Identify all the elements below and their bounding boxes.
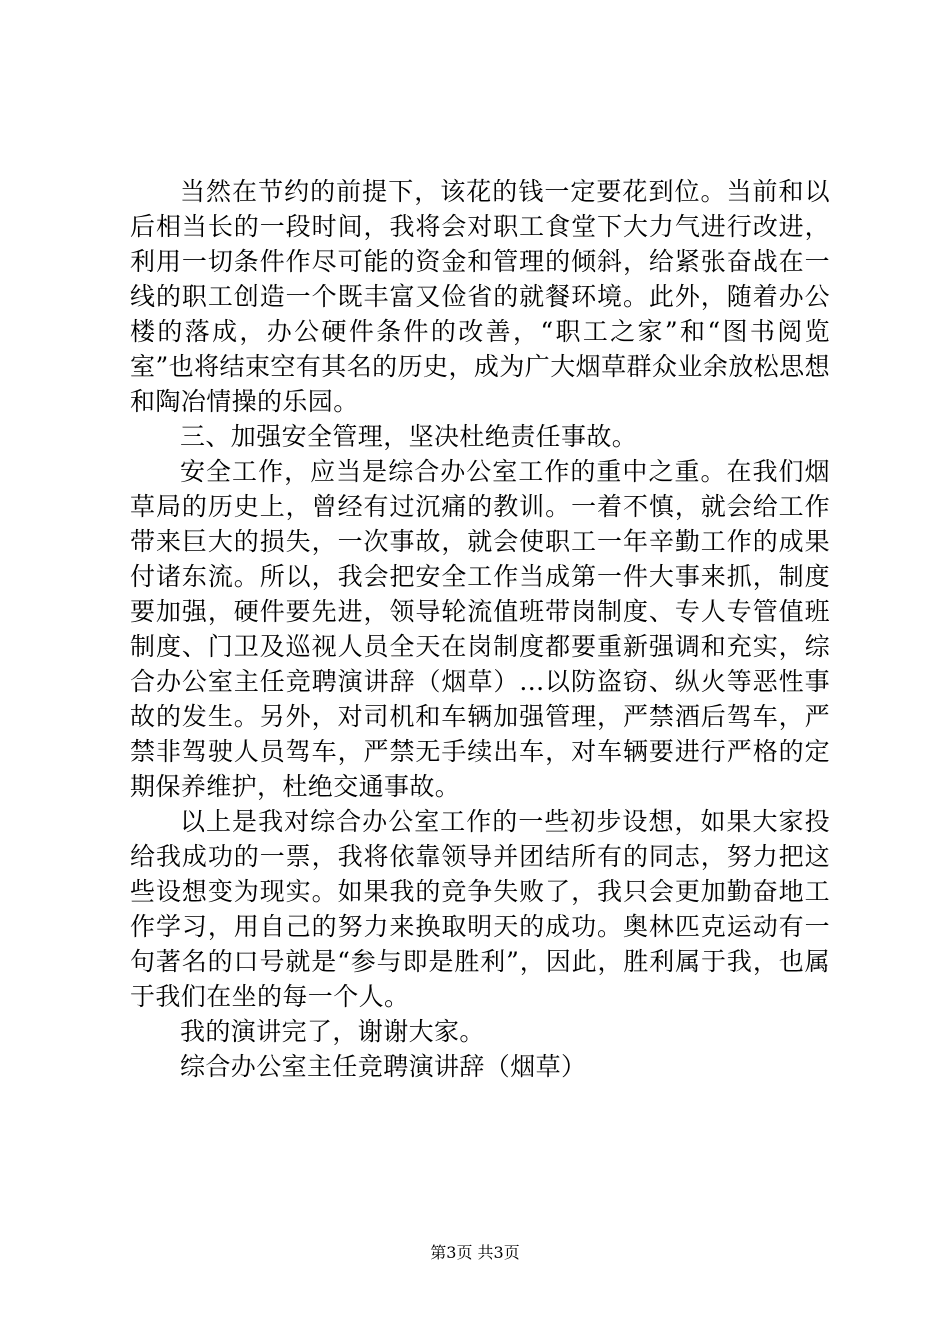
- paragraph-thanks: 我的演讲完了，谢谢大家。: [180, 1017, 485, 1046]
- paragraph-canteen-improvement: 当然在节约的前提下，该花的钱一定要花到位。当前和以后相当长的一段时间，我将会对职工食堂下大力气进行改进，利用一切条件作尽可能的资金和管理的倾斜，给紧张奋战在一线的职工创造一个既丰富又俭省的就餐环境。此外，随着办公楼的落成，办公硬件条件的改善，“职工之家”和“图书阅览室”也将结束空有其名的历史，成为广大烟草群众业余放松思想和陶冶情操的乐园。: [130, 177, 830, 416]
- page-number-footer: 第3页 共3页: [430, 1243, 520, 1262]
- paragraph-safety-work: 安全工作，应当是综合办公室工作的重中之重。在我们烟草局的历史上，曾经有过沉痛的教训。一着不慎，就会给工作带来巨大的损失，一次事故，就会使职工一年辛勤工作的成果付诸东流。所以，我会把安全工作当成第一件大事来抓，制度要加强，硬件要先进，领导轮流值班带岗制度、专人专管值班制度、门卫及巡视人员全天在岗制度都要重新强调和充实，综合办公室主任竞聘演讲辞（烟草）...以防盗窃、纵火等恶性事故的发生。另外，对司机和车辆加强管理，严禁酒后驾车，严禁非驾驶人员驾车，严禁无手续出车，对车辆要进行严格的定期保养维护，杜绝交通事故。: [130, 457, 830, 801]
- section-heading-safety: 三、加强安全管理，坚决杜绝责任事故。: [180, 422, 638, 451]
- paragraph-title-repeat: 综合办公室主任竞聘演讲辞（烟草）: [180, 1052, 587, 1081]
- paragraph-conclusion: 以上是我对综合办公室工作的一些初步设想，如果大家投给我成功的一票，我将依靠领导并团结所有的同志，努力把这些设想变为现实。如果我的竞争失败了，我只会更加勤奋地工作学习，用自己的努力来换取明天的成功。奥林匹克运动有一句著名的口号就是“参与即是胜利”，因此，胜利属于我，也属于我们在坐的每一个人。: [130, 807, 830, 1011]
- document-body: [130, 174, 830, 1084]
